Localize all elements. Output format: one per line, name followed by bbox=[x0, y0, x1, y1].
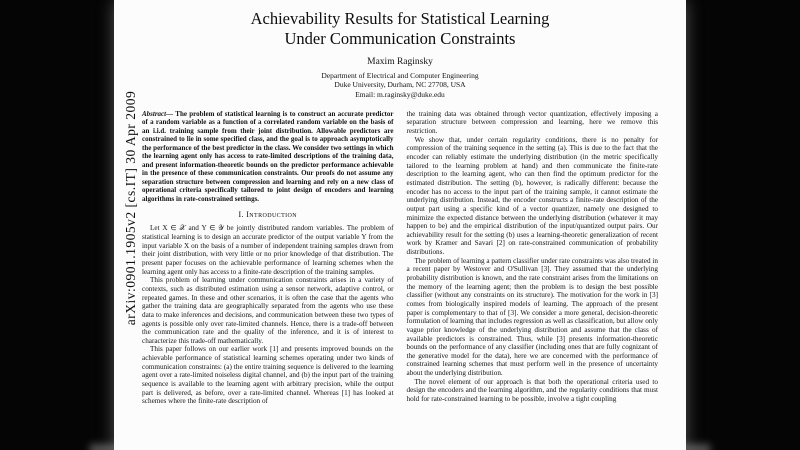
arxiv-stamp: arXiv:0901.1905v2 [cs.IT] 30 Apr 2009 bbox=[123, 90, 138, 326]
author-affiliation-line-2: Duke University, Durham, NC 27708, USA bbox=[334, 80, 466, 90]
column-left bbox=[142, 110, 394, 406]
intro-paragraph-2: This problem of learning under communication constraints arises in a variety of contexts, such as distributed estimation using a sensor network, adaptive control, or repeated games. In these and other scenarios, it is often the case that the agents who gather the training data are geographically separated from the agents who use these data to make inferences and decisions, and communication between these two types of agents is possible only over rate-limited channels. Hence, there is a trade-off between the communication rate and the quality of the inference, and it is of interest to characterize this trade-off mathematically. bbox=[142, 276, 394, 345]
column-right bbox=[407, 110, 659, 406]
section-heading-introduction: I. Introduction bbox=[238, 210, 298, 219]
intro-paragraph-1: Let X ∈ 𝒳 and Y ∈ 𝒴 be jointly distributed random variables. The problem of statistical learning is to design an accurate predictor of the output variable Y from the input variable X on the basis of a number of independent training samples drawn from their joint distribution, with very little or no prior knowledge of that distribution. The present paper focuses on the achievable performance of learning schemes when the learning agent only has access to a finite-rate description of the training samples. bbox=[142, 224, 394, 276]
paper-title-line-1: Achievability Results for Statistical Learning bbox=[250, 9, 550, 28]
right-paragraph-2: We show that, under certain regularity conditions, there is no penalty for compression of the training sequence in the setting (a). This is due to the fact that the encoder can reliably estimate the underlying distribution (in the metric specifically tailored to the learning problem at hand) and then communicate the finite-rate description to the learning agent, who can then find the optimum predictor for the estimated distribution. The setting (b), however, is radically different: because the encoder has no access to the input part of the training sample, it cannot estimate the underlying distribution. Instead, the encoder constructs a finite-rate description of the output part using a specific kind of a vector quantizer, namely one designed to minimize the expected distance between the underlying distribution (whatever it may happen to be) and the empirical distribution of the input/quantized output pairs. Our achievability result for the setting (b) uses a learning-theoretic generalization of recent work by Kramer and Savari [2] on rate-constrained communication of probability distributions. bbox=[406, 135, 658, 257]
right-paragraph-4: The novel element of our approach is that both the operational criteria used to design the encoders and the learning algorithm, and the regularity conditions that must hold for rate-constrained learning to be possible, involve a tight coupling bbox=[406, 377, 658, 403]
paper-title bbox=[154, 9, 646, 49]
author-affiliation-line-1: Department of Electrical and Computer Engineering bbox=[321, 70, 479, 80]
abstract-label: Abstract— bbox=[142, 109, 174, 118]
right-paragraph-3: The problem of learning a pattern classifier under rate constraints was also treated in a recent paper by Westover and O'Sullivan [3]. They assumed that the underlying probability distribution is known, and the rate constraint arises from the limitations on the memory of the learning agent; then the problem is to design the best possible classifier (without any constraints on its structure). The motivation for the work in [3] comes from biologically inspired models of learning. The approach of the present paper is complementary to that of [3]. We consider a more general, decision-theoretic formulation of learning that includes regression as well as classification, but allow only vague prior knowledge of the underlying distribution and assume that the class of available predictors is constrained. Thus, while [3] presents information-theoretic bounds on the performance of any classifier (including ones that are fully cognizant of the generative model for the data), here we are concerned with the performance of constrained learning schemes that must perform well in the presence of uncertainty about the underlying distribution. bbox=[406, 256, 658, 378]
author-email: Email: m.raginsky@duke.edu bbox=[355, 90, 445, 100]
abstract bbox=[142, 110, 394, 203]
intro-paragraph-3: This paper follows on our earlier work [1] and presents improved bounds on the achievable performance of statistical learning schemes operating under two kinds of communication constraints: (a) the entire training sequence is delivered to the learning agent over a rate-limited noiseless digital channel, and (b) the input part of the training sequence is available to the learning agent with arbitrary precision, while the output part is delivered, as before, over a rate-limited channel. Whereas [1] has looked at schemes where the finite-rate description of bbox=[142, 345, 394, 406]
right-paragraph-continuation: the training data was obtained through vector quantization, effectively imposing a separation structure between compression and learning, here we remove this restriction. bbox=[406, 109, 658, 136]
abstract-text: The problem of statistical learning is to construct an accurate predictor of a random variable as a function of a correlated random variable on the basis of an i.i.d. training sample from their joint distribution. Allowable predictors are constrained to lie in some specified class, and the goal is to approach asymptotically the performance of the best predictor in the class. We consider two settings in which the learning agent only has access to rate-limited descriptions of the training data, and present information-theoretic bounds on the predictor performance achievable in the presence of these communication constraints. Our proofs do not assume any separation structure between compression and learning and rely on a new class of operational criteria specifically tailored to joint design of encoders and learning algorithms in rate-constrained settings. bbox=[142, 109, 394, 203]
author-block bbox=[114, 56, 686, 100]
two-column-body bbox=[114, 100, 686, 406]
paper-title-line-2: Under Communication Constraints bbox=[284, 29, 516, 49]
paper-page bbox=[114, 0, 686, 450]
author-name: Maxim Raginsky bbox=[367, 57, 433, 68]
